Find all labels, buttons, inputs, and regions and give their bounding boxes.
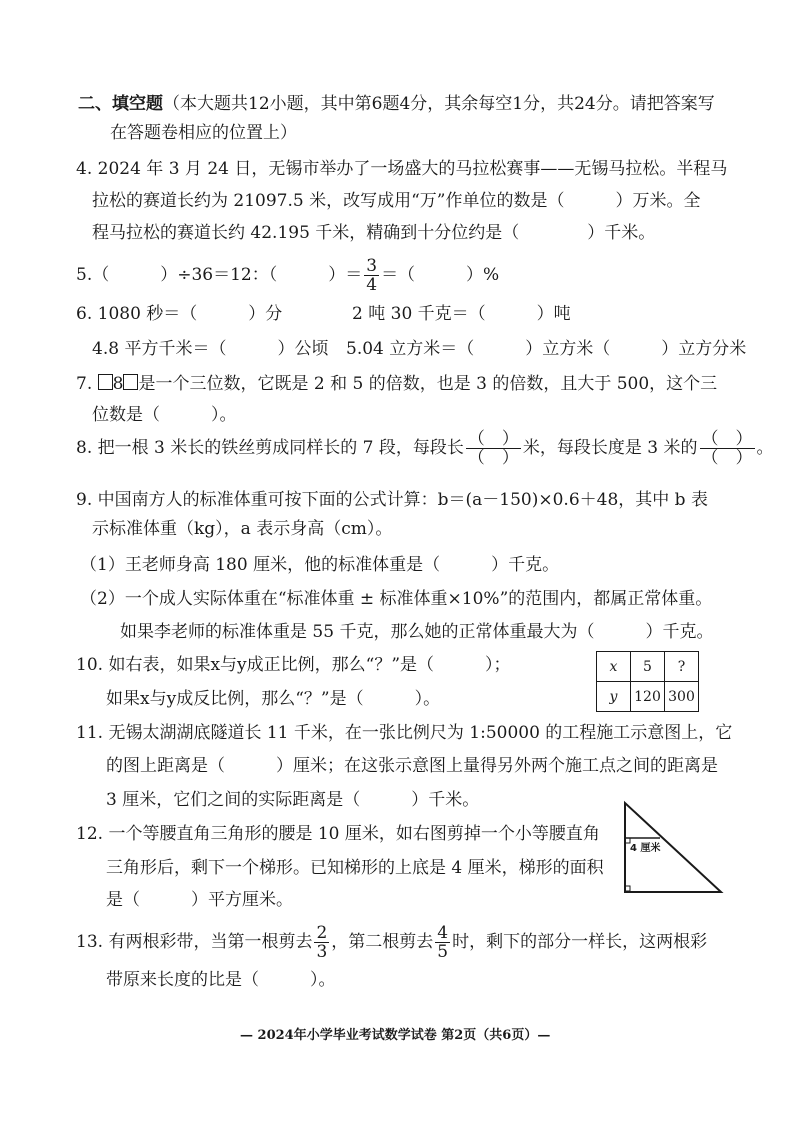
- q9-sub-3: 如果李老师的标准体重是 55 千克，那么她的正常体重最大为（ ）千克。: [120, 622, 714, 642]
- q8-frac1-num: （ ）: [467, 429, 519, 449]
- q8-frac2-num: （ ）: [701, 429, 753, 449]
- q9-line-2: 示标准体重（kg），a 表示身高（cm）。: [92, 519, 393, 539]
- q12-line-2: 三角形后，剩下一个梯形。已知梯形的上底是 4 厘米，梯形的面积: [106, 858, 604, 878]
- q10-line-1: 10. 如右表，如果x与y成正比例，那么“？”是（ ）；: [76, 655, 511, 675]
- q8-part-b: 米，每段长度是 3 米的: [522, 438, 698, 458]
- section-header: [78, 92, 715, 116]
- q5: [76, 257, 499, 294]
- q13-part-a: 13. 有两根彩带，当第一根剪去: [76, 932, 313, 952]
- q5-fraction: [364, 257, 379, 294]
- q8-frac2-den: （ ）: [701, 448, 753, 468]
- q13-line-2: 带原来长度的比是（ ）。: [106, 970, 336, 990]
- q9-sub-2: （2）一个成人实际体重在“标准体重 ± 标准体重×10%”的范围内，都属正常体重。: [80, 589, 713, 609]
- y-value-2: 300: [665, 682, 699, 712]
- q13-part-c: 时，剩下的部分一样长，这两根彩: [452, 932, 708, 952]
- q4-line-3: 程马拉松的赛道长约 42.195 千米，精确到十分位约是（ ）千米。: [92, 223, 656, 243]
- q10-line-2: 如果x与y成反比例，那么“？”是（ ）。: [106, 689, 441, 709]
- q9-sub-1: （1）王老师身高 180 厘米，他的标准体重是（ ）千克。: [80, 555, 560, 575]
- q7-text: 是一个三位数，它既是 2 和 5 的倍数，也是 3 的倍数，且大于 500，这个三: [138, 374, 718, 394]
- q13-frac1-num: 2: [316, 923, 328, 943]
- q8: [76, 428, 774, 468]
- q13-frac2-den: 5: [437, 942, 449, 962]
- q6-b: 2 吨 30 千克＝（ ）吨: [352, 304, 571, 324]
- q4-line-1: 4. 2024 年 3 月 24 日，无锡市举办了一场盛大的马拉松赛事——无锡马拉松。半程马: [76, 159, 728, 179]
- q7-digit: 8: [112, 374, 124, 394]
- xy-table-row-y: [597, 682, 699, 712]
- q13-line-1: [76, 920, 707, 964]
- q11-line-3: 3 厘米，它们之间的实际距离是（ ）千米。: [106, 790, 480, 810]
- q13-fraction-2: [435, 924, 450, 961]
- q13-frac2-num: 4: [437, 923, 449, 943]
- q5-part-b: ＝（ ）%: [381, 265, 500, 285]
- q8-fraction-1: [466, 430, 521, 467]
- q5-part-a: 5.（ ）÷36＝12：（ ）＝: [76, 265, 363, 285]
- q8-fraction-2: [700, 430, 755, 467]
- q8-part-c: 。: [756, 438, 774, 458]
- q9-line-1: 9. 中国南方人的标准体重可按下面的公式计算：b＝(a－150)×0.6＋48，其中 b 表: [76, 490, 708, 510]
- x-value-1: 5: [631, 652, 665, 682]
- q11-line-2: 的图上距离是（ ）厘米；在这张示意图上量得另外两个施工点之间的距离是: [106, 756, 718, 776]
- q12-line-1: 12. 一个等腰直角三角形的腰是 10 厘米，如右图剪掉一个小等腰直角: [76, 824, 600, 844]
- x-value-2: ?: [665, 652, 699, 682]
- q5-frac-num: 3: [366, 256, 378, 276]
- page-footer: — 2024年小学毕业考试数学试卷 第2页（共6页）—: [240, 1028, 551, 1043]
- q13-fraction-1: [314, 924, 329, 961]
- xy-table-row-x: [597, 652, 699, 682]
- section-title: 二、填空题: [78, 94, 163, 114]
- section-desc: （本大题共12小题，其中第6题4分，其余每空1分，共24分。请把答案写: [163, 94, 715, 114]
- q8-frac1-den: （ ）: [467, 448, 519, 468]
- trapezoid-figure: [618, 800, 728, 896]
- q7-line-2: 位数是（ ）。: [92, 405, 237, 425]
- section-desc-2: 在答题卷相应的位置上）: [110, 123, 297, 143]
- q7-line-1: [76, 372, 717, 396]
- q4-line-2: 拉松的赛道长约为 21097.5 米，改写成用“万”作单位的数是（ ）万米。全: [92, 191, 701, 211]
- q11-line-1: 11. 无锡太湖湖底隧道长 11 千米，在一张比例尺为 1:50000 的工程施工示意图上，它: [76, 723, 733, 743]
- y-label: y: [597, 682, 631, 712]
- digit-box-1: [98, 374, 113, 390]
- q13-frac1-den: 3: [316, 942, 328, 962]
- digit-box-2: [123, 374, 138, 390]
- xy-table: [596, 651, 699, 712]
- q6-a: 6. 1080 秒＝（ ）分: [76, 304, 283, 324]
- q6-d: 5.04 立方米＝（ ）立方米（ ）立方分米: [346, 339, 747, 359]
- q8-part-a: 8. 把一根 3 米长的铁丝剪成同样长的 7 段，每段长: [76, 438, 464, 458]
- q5-frac-den: 4: [366, 275, 378, 295]
- figure-label: 4 厘米: [630, 843, 661, 854]
- q12-line-3: 是（ ）平方厘米。: [106, 890, 293, 910]
- y-value-1: 120: [631, 682, 665, 712]
- q7-number: 7.: [76, 374, 98, 394]
- q13-part-b: ，第二根剪去: [331, 932, 434, 952]
- q6-c: 4.8 平方千米＝（ ）公顷: [92, 339, 329, 359]
- x-label: x: [597, 652, 631, 682]
